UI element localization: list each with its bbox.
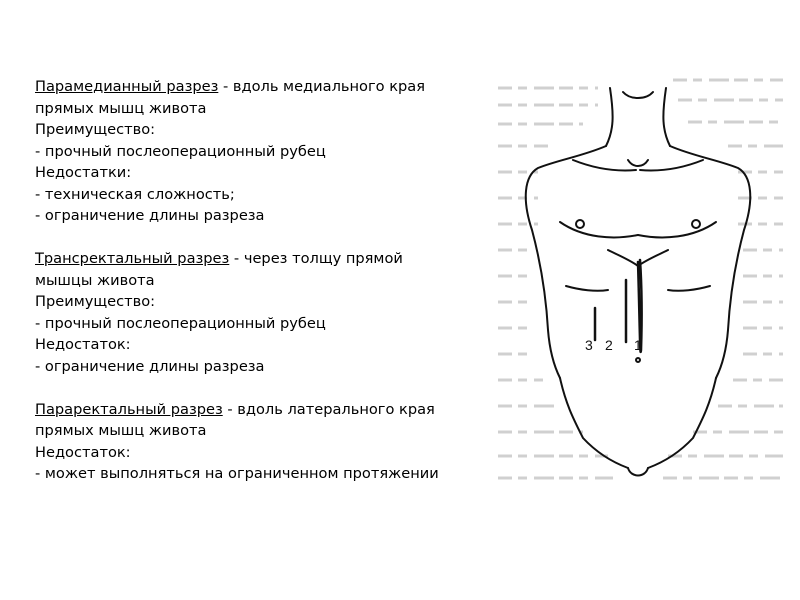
section-spacer bbox=[35, 377, 495, 399]
definition-cont-paramedian: прямых мышц живота bbox=[35, 99, 207, 117]
definition-pararectal: - вдоль латерального края bbox=[222, 400, 435, 418]
section-heading-pararectal bbox=[35, 399, 495, 421]
term-pararectal: Параректальный разрез bbox=[35, 400, 223, 418]
line-pararectal-disadvantage: - может выполняться на ограниченном протяжении bbox=[35, 465, 439, 482]
torso-drawing bbox=[488, 60, 788, 490]
definition-paramedian: - вдоль медиального края bbox=[218, 78, 425, 95]
incision-labels bbox=[585, 337, 642, 353]
line-transrectal-advantage-label: Преимущество: bbox=[35, 293, 156, 310]
section-heading-paramedian bbox=[35, 76, 495, 98]
torso-incision-figure bbox=[488, 60, 788, 490]
definition-cont-pararectal: прямых мышц живота bbox=[35, 422, 207, 439]
line-paramedian-advantage-label: Преимущество: bbox=[35, 121, 156, 138]
line-pararectal-disadvantage-label: Недостаток: bbox=[35, 443, 131, 461]
label-3: 3 bbox=[585, 337, 593, 353]
line-transrectal-disadvantage-label: Недостаток: bbox=[35, 336, 131, 353]
line-transrectal-disadvantage: - ограничение длины разреза bbox=[35, 357, 265, 375]
line-paramedian-advantage: - прочный послеоперационный рубец bbox=[35, 142, 326, 160]
section-spacer bbox=[35, 227, 495, 249]
label-1: 1 bbox=[634, 337, 642, 353]
line-paramedian-disadvantage-2: - ограничение длины разреза bbox=[35, 207, 265, 224]
term-paramedian: Парамедианный разрез bbox=[35, 78, 219, 95]
incision-description bbox=[35, 76, 495, 485]
section-heading-transrectal bbox=[35, 248, 495, 270]
line-paramedian-disadvantage-1: - техническая сложность; bbox=[35, 185, 235, 203]
definition-transrectal: - через толщу прямой bbox=[229, 250, 403, 267]
label-2: 2 bbox=[605, 337, 613, 353]
definition-cont-transrectal: мышцы живота bbox=[35, 271, 155, 289]
line-transrectal-advantage: - прочный послеоперационный рубец bbox=[35, 314, 326, 332]
line-paramedian-disadvantages-label: Недостатки: bbox=[35, 164, 132, 181]
term-transrectal: Трансректальный разрез bbox=[35, 250, 230, 267]
